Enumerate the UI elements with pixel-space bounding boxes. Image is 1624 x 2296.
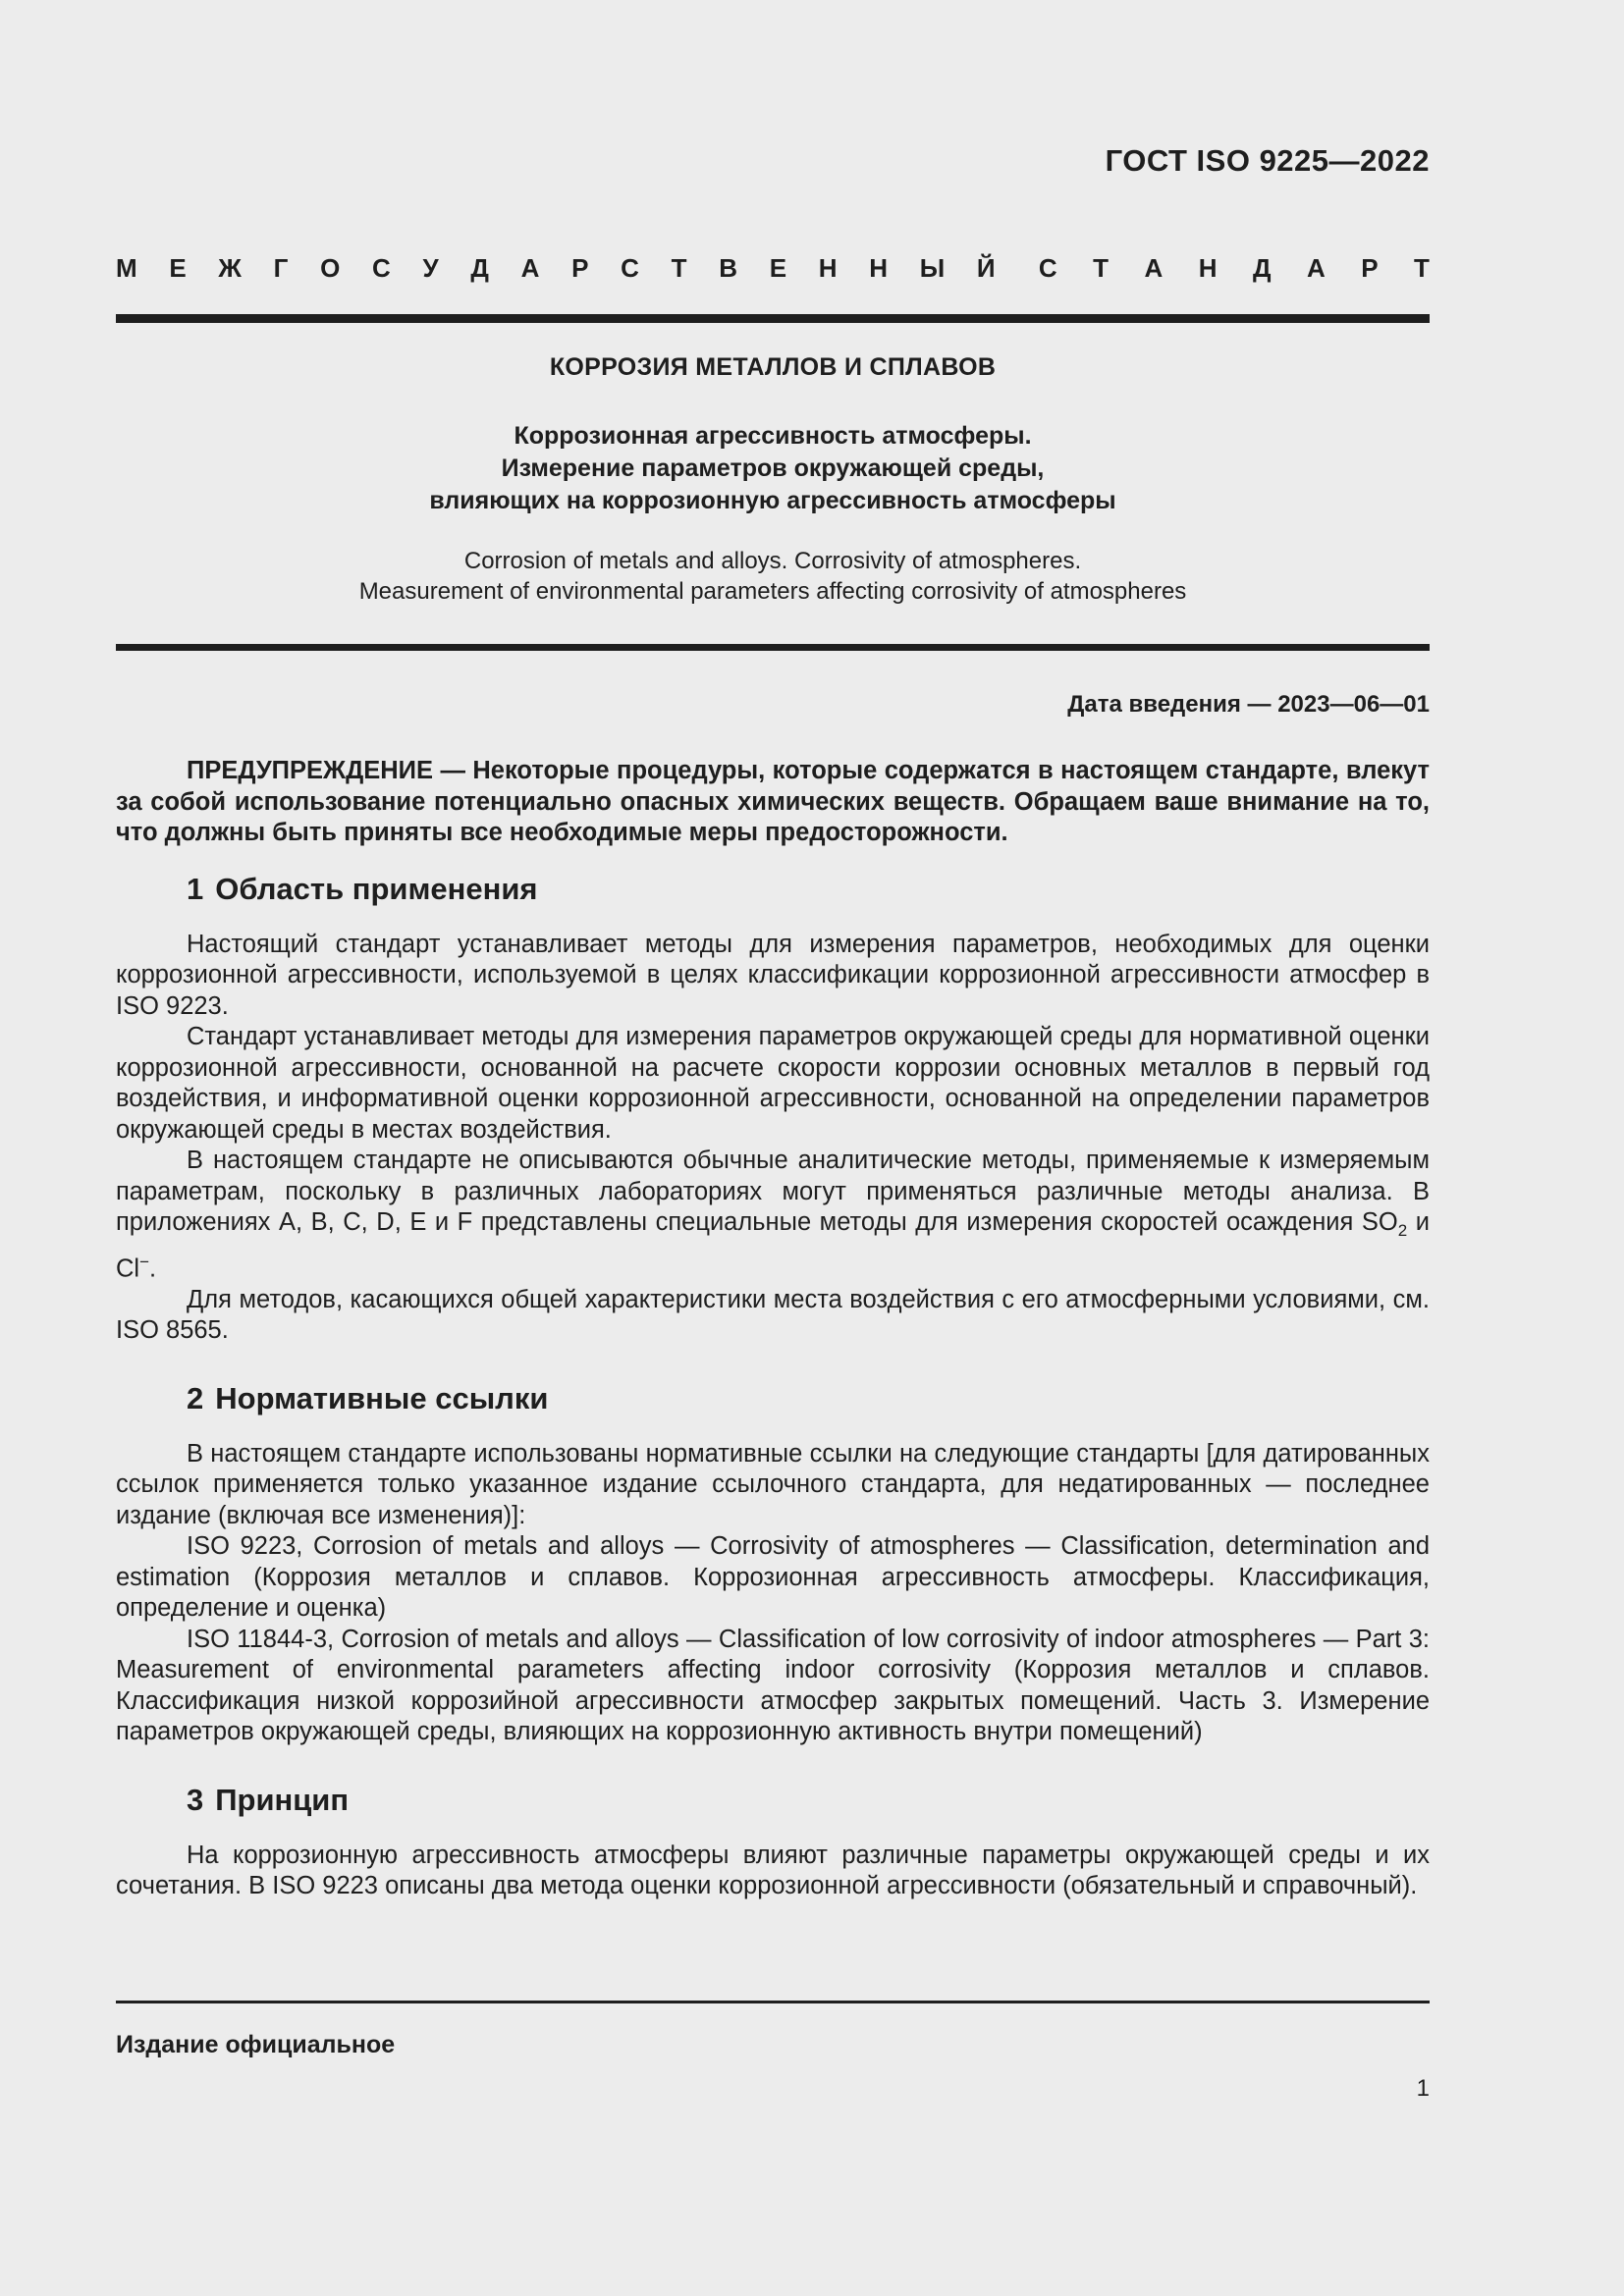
paragraph-text: . xyxy=(149,1255,157,1283)
section-title: Нормативные ссылки xyxy=(215,1380,549,1415)
introduction-date: Дата введения — 2023—06—01 xyxy=(1067,691,1430,718)
subtitle-line: влияющих на коррозионную агрессивность атмосферы xyxy=(429,487,1116,514)
paragraph-text: и Cl xyxy=(116,1208,1430,1283)
paragraph: Для методов, касающихся общей характеристики места воздействия с его атмосферными условиями, см. ISO 8565. xyxy=(116,1285,1430,1345)
subtitle-line: Измерение параметров окружающей среды, xyxy=(501,454,1045,482)
standard-word: С Т А Н Д А Р Т xyxy=(1038,253,1430,283)
section-title: Область применения xyxy=(215,871,538,906)
english-title xyxy=(116,546,1430,607)
section-number: 3 xyxy=(187,1782,204,1817)
paragraph-text: В настоящем стандарте не описываются обычные аналитические методы, применяемые к измеряемым параметрам, поскольку в различных лабораториях могут применяться различные методы анализа. В приложениях A, B, C, D, E и F представлены специальные методы для измерения скоростей осаждения SO xyxy=(116,1147,1430,1236)
reference-item: ISO 9223, Corrosion of metals and alloys — Corrosivity of atmospheres — Classification, determination and estimation (Коррозия металлов и сплавов. Коррозионная агрессивность атмосферы. Классификация, определение и оценка) xyxy=(116,1532,1430,1623)
paragraph: На коррозионную агрессивность атмосферы влияют различные параметры окружающей среды и их сочетания. В ISO 9223 описаны два метода оценки коррозионной агрессивности (обязательный и справочный). xyxy=(116,1841,1430,1900)
interstate-standard-banner xyxy=(116,253,1430,284)
interstate-word: М Е Ж Г О С У Д А Р С Т В Е Н Н Ы Й xyxy=(116,253,996,283)
paragraph-deposition xyxy=(116,1146,1430,1285)
section-title: Принцип xyxy=(215,1782,350,1817)
official-edition-label: Издание официальное xyxy=(116,2031,396,2058)
warning-paragraph: ПРЕДУПРЕЖДЕНИЕ — Некоторые процедуры, которые содержатся в настоящем стандарте, влекут за собой использование потенциально опасных химических веществ. Обращаем ваше внимание на то, что должны быть приняты все необходимые меры предосторожности. xyxy=(116,757,1430,846)
section-heading-principle xyxy=(187,1782,1430,1819)
section-heading-scope xyxy=(187,871,1430,908)
section-number: 2 xyxy=(187,1380,204,1415)
title-divider xyxy=(116,644,1430,651)
section-heading-normative-references xyxy=(187,1380,1430,1417)
english-title-line: Measurement of environmental parameters affecting corrosivity of atmospheres xyxy=(358,578,1187,605)
top-divider xyxy=(116,314,1430,323)
footer-divider xyxy=(116,2001,1430,2003)
paragraph: Стандарт устанавливает методы для измерения параметров окружающей среды для нормативной оценки коррозионной агрессивности, основанной на расчете скорости коррозии основных металлов в первый год воздействия, и информативной оценки коррозионной агрессивности, основанной на определении параметров окружающей среды в местах воздействия. xyxy=(116,1023,1430,1144)
paragraph: В настоящем стандарте использованы нормативные ссылки на следующие стандарты [для датированных ссылок применяется только указанное издание ссылочного стандарта, для недатированных — последнее издание (включая все изменения)]: xyxy=(116,1439,1430,1529)
page-number: 1 xyxy=(1416,2075,1430,2102)
subscript: 2 xyxy=(1397,1221,1408,1241)
reference-item: ISO 11844-3, Corrosion of metals and alloys — Classification of low corrosivity of indoor atmospheres — Part 3: Measurement of environmental parameters affecting indoor corrosivity (Коррозия металлов и сплавов. Классификация низкой коррозийной агрессивности атмосфер закрытых помещений. Часть 3. Измерение параметров окружающей среды, влияющих на коррозионную активность внутри помещений) xyxy=(116,1625,1430,1746)
paragraph: Настоящий стандарт устанавливает методы для измерения параметров, необходимых для оценки коррозионной агрессивности, используемой в целях классификации коррозионной агрессивности атмосфер в ISO 9223. xyxy=(116,930,1430,1020)
document-title: КОРРОЗИЯ МЕТАЛЛОВ И СПЛАВОВ xyxy=(549,353,997,381)
english-title-line: Corrosion of metals and alloys. Corrosivity of atmospheres. xyxy=(463,548,1082,574)
superscript: − xyxy=(139,1252,150,1271)
document-body xyxy=(116,756,1430,1902)
document-subtitle xyxy=(116,420,1430,517)
standard-code: ГОСТ ISO 9225—2022 xyxy=(1105,143,1430,178)
section-number: 1 xyxy=(187,871,204,906)
subtitle-line: Коррозионная агрессивность атмосферы. xyxy=(514,422,1032,450)
